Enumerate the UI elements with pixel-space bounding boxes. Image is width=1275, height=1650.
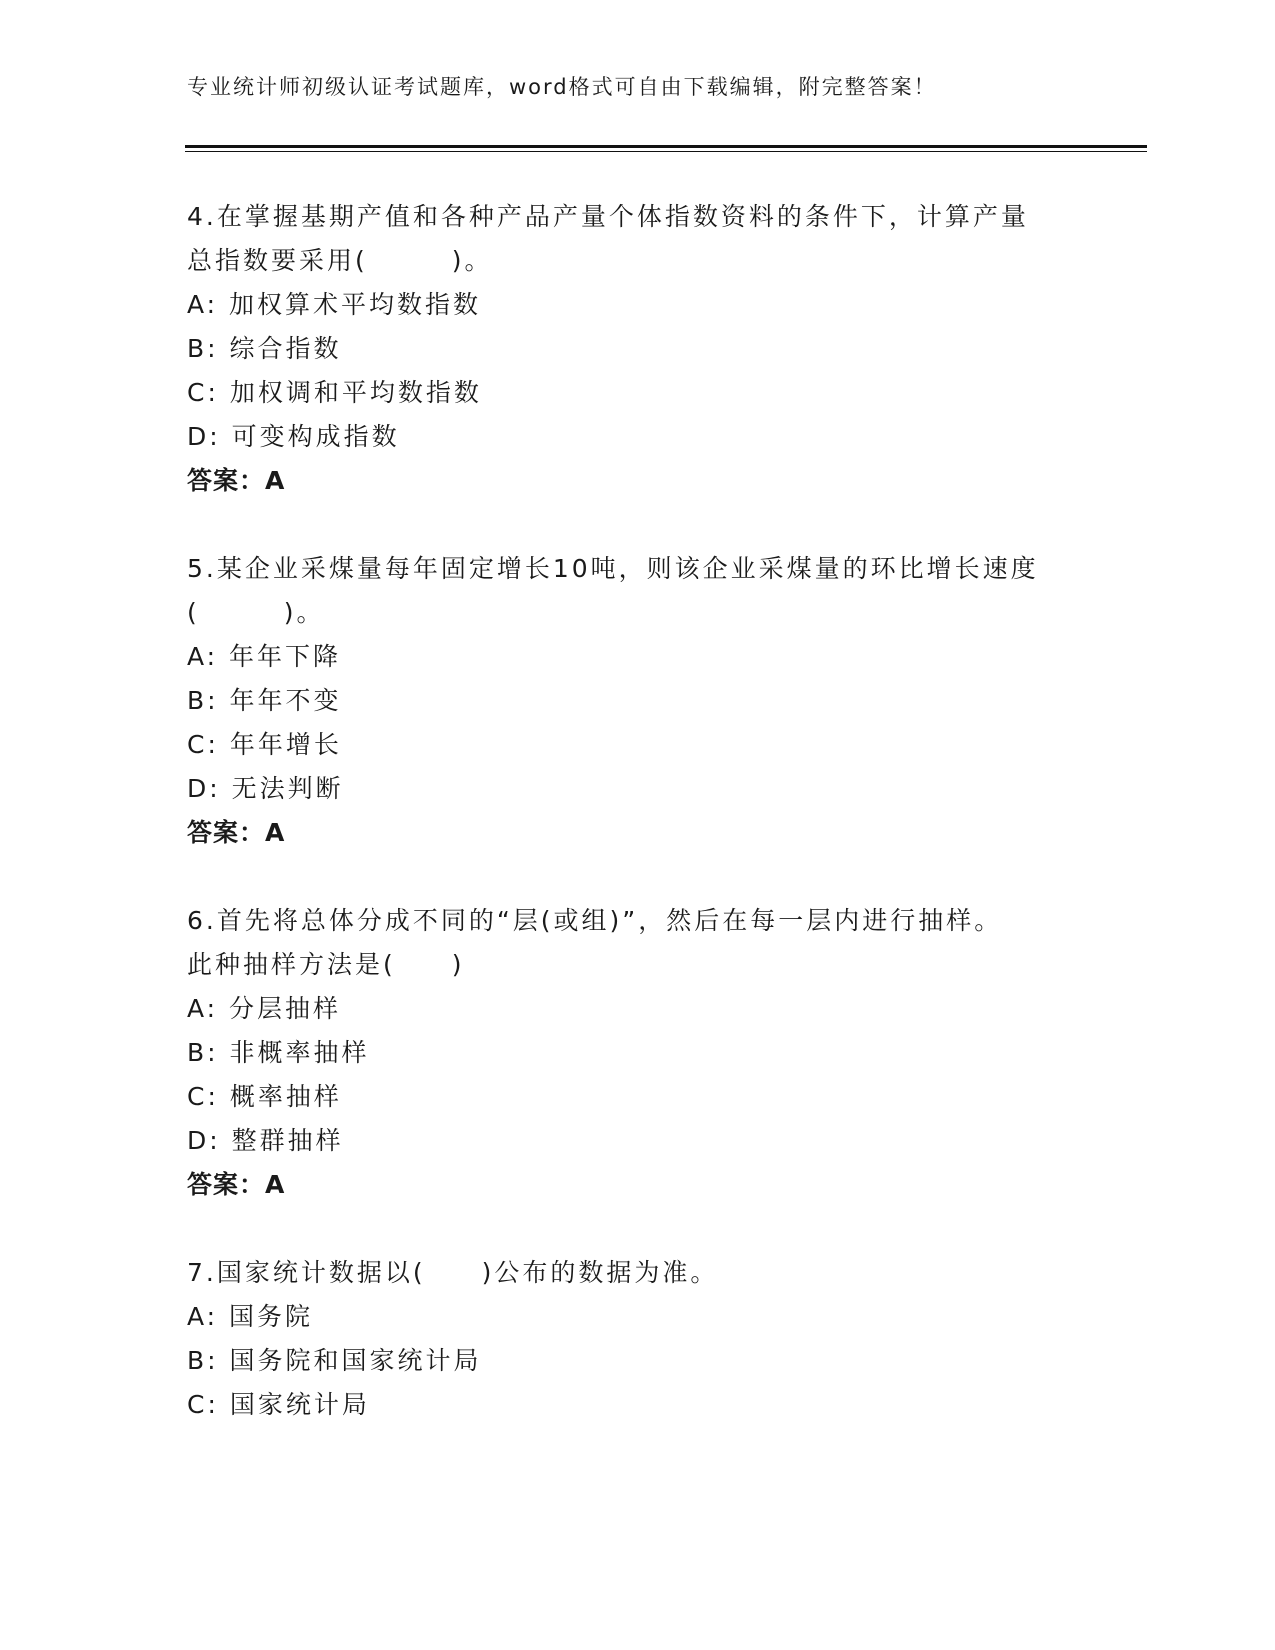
question-6-answer: 答案：A	[187, 1170, 286, 1199]
question-6-option-d: D: 整群抽样	[187, 1126, 344, 1155]
question-5-stem-line2: ( )。	[187, 598, 325, 627]
header-rule-thin	[185, 151, 1147, 152]
question-6-option-b: B: 非概率抽样	[187, 1038, 370, 1067]
question-4-option-b: B: 综合指数	[187, 334, 342, 363]
question-4-stem-line1: 4.在掌握基期产值和各种产品产量个体指数资料的条件下，计算产量	[187, 202, 1029, 231]
question-5-answer: 答案：A	[187, 818, 286, 847]
question-4-option-d: D: 可变构成指数	[187, 422, 400, 451]
question-6-option-a: A: 分层抽样	[187, 994, 342, 1023]
page-header: 专业统计师初级认证考试题库，word格式可自由下载编辑，附完整答案！	[187, 75, 937, 99]
question-7-option-c: C: 国家统计局	[187, 1390, 370, 1419]
question-4-stem-line2: 总指数要采用( )。	[187, 246, 493, 275]
question-6-stem-line2: 此种抽样方法是( )	[187, 950, 465, 979]
question-7-stem-line1: 7.国家统计数据以( )公布的数据为准。	[187, 1258, 719, 1287]
question-7-option-a: A: 国务院	[187, 1302, 314, 1331]
question-5-stem-line1: 5.某企业采煤量每年固定增长10吨，则该企业采煤量的环比增长速度	[187, 554, 1039, 583]
question-7-option-b: B: 国务院和国家统计局	[187, 1346, 482, 1375]
question-4-option-c: C: 加权调和平均数指数	[187, 378, 482, 407]
question-4-option-a: A: 加权算术平均数指数	[187, 290, 482, 319]
question-4-answer: 答案：A	[187, 466, 286, 495]
question-5-option-c: C: 年年增长	[187, 730, 342, 759]
question-5-option-d: D: 无法判断	[187, 774, 344, 803]
header-rule-thick	[185, 145, 1147, 148]
question-5-option-a: A: 年年下降	[187, 642, 342, 671]
question-6-option-c: C: 概率抽样	[187, 1082, 342, 1111]
question-5-option-b: B: 年年不变	[187, 686, 342, 715]
question-6-stem-line1: 6.首先将总体分成不同的“层(或组)”，然后在每一层内进行抽样。	[187, 906, 1003, 935]
